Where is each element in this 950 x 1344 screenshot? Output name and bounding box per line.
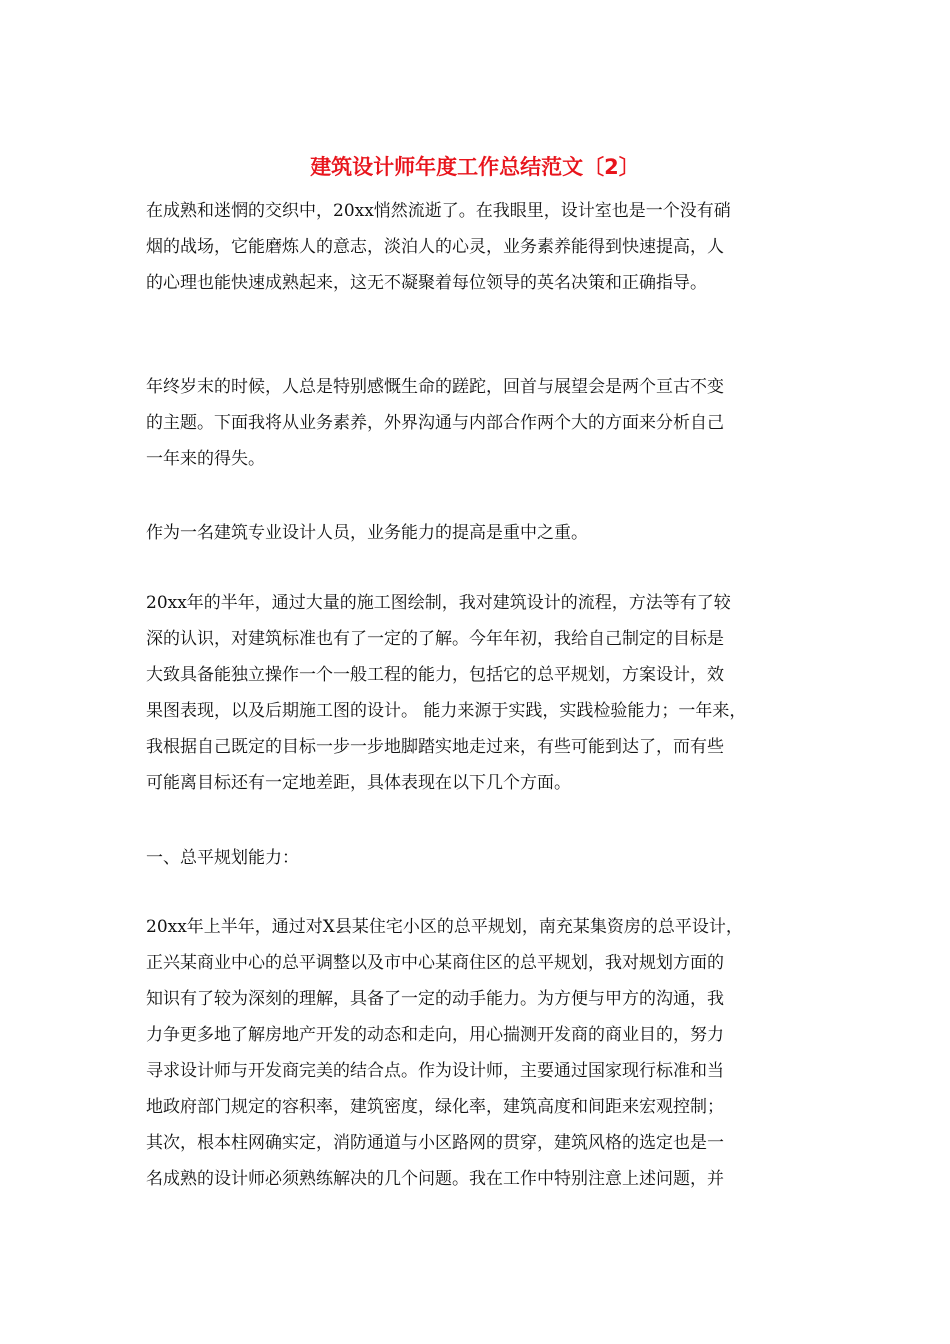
- text-line: 在成熟和迷惘的交织中，20xx悄然流逝了。在我眼里，设计室也是一个没有硝: [146, 201, 731, 221]
- text-line: 名成熟的设计师必须熟练解决的几个问题。我在工作中特别注意上述问题，并: [146, 1169, 724, 1189]
- text-line: 果图表现，以及后期施工图的设计。 能力来源于实践，实践检验能力；一年来，: [146, 701, 747, 721]
- text-line: 寻求设计师与开发商完美的结合点。作为设计师，主要通过国家现行标准和当: [146, 1061, 724, 1081]
- text-line: 地政府部门规定的容积率，建筑密度，绿化率，建筑高度和间距来宏观控制；: [146, 1097, 724, 1117]
- text-line: 作为一名建筑专业设计人员，业务能力的提高是重中之重。: [146, 523, 588, 543]
- paragraph-5: [146, 909, 806, 1197]
- text-line: 一、总平规划能力：: [146, 848, 299, 868]
- text-line: 正兴某商业中心的总平调整以及市中心某商住区的总平规划，我对规划方面的: [146, 953, 724, 973]
- text-line: 深的认识，对建筑标准也有了一定的了解。今年年初，我给自己制定的目标是: [146, 629, 724, 649]
- text-line: 20xx年的半年，通过大量的施工图绘制，我对建筑设计的流程，方法等有了较: [146, 593, 731, 613]
- text-line: 20xx年上半年，通过对X县某住宅小区的总平规划，南充某集资房的总平设计，: [146, 917, 743, 937]
- section-heading-1: [146, 840, 806, 876]
- text-line: 一年来的得失。: [146, 449, 265, 469]
- text-line: 可能离目标还有一定地差距，具体表现在以下几个方面。: [146, 773, 571, 793]
- text-line: 我根据自己既定的目标一步一步地脚踏实地走过来，有些可能到达了，而有些: [146, 737, 724, 757]
- paragraph-2: [146, 369, 806, 477]
- paragraph-4: [146, 585, 806, 801]
- text-line: 年终岁末的时候，人总是特别感慨生命的蹉跎，回首与展望会是两个亘古不变: [146, 377, 724, 397]
- text-line: 烟的战场，它能磨炼人的意志，淡泊人的心灵，业务素养能得到快速提高，人: [146, 237, 724, 257]
- document-title: 建筑设计师年度工作总结范文〔2〕: [310, 155, 640, 179]
- text-line: 力争更多地了解房地产开发的动态和走向，用心揣测开发商的商业目的，努力: [146, 1025, 724, 1045]
- text-line: 知识有了较为深刻的理解，具备了一定的动手能力。为方便与甲方的沟通，我: [146, 989, 724, 1009]
- text-line: 的心理也能快速成熟起来，这无不凝聚着每位领导的英名决策和正确指导。: [146, 273, 707, 293]
- text-line: 其次，根本柱网确实定，消防通道与小区路网的贯穿，建筑风格的选定也是一: [146, 1133, 724, 1153]
- text-line: 大致具备能独立操作一个一般工程的能力，包括它的总平规划，方案设计，效: [146, 665, 724, 685]
- text-line: 的主题。下面我将从业务素养，外界沟通与内部合作两个大的方面来分析自己: [146, 413, 724, 433]
- paragraph-3: [146, 515, 806, 551]
- paragraph-1: [146, 193, 806, 301]
